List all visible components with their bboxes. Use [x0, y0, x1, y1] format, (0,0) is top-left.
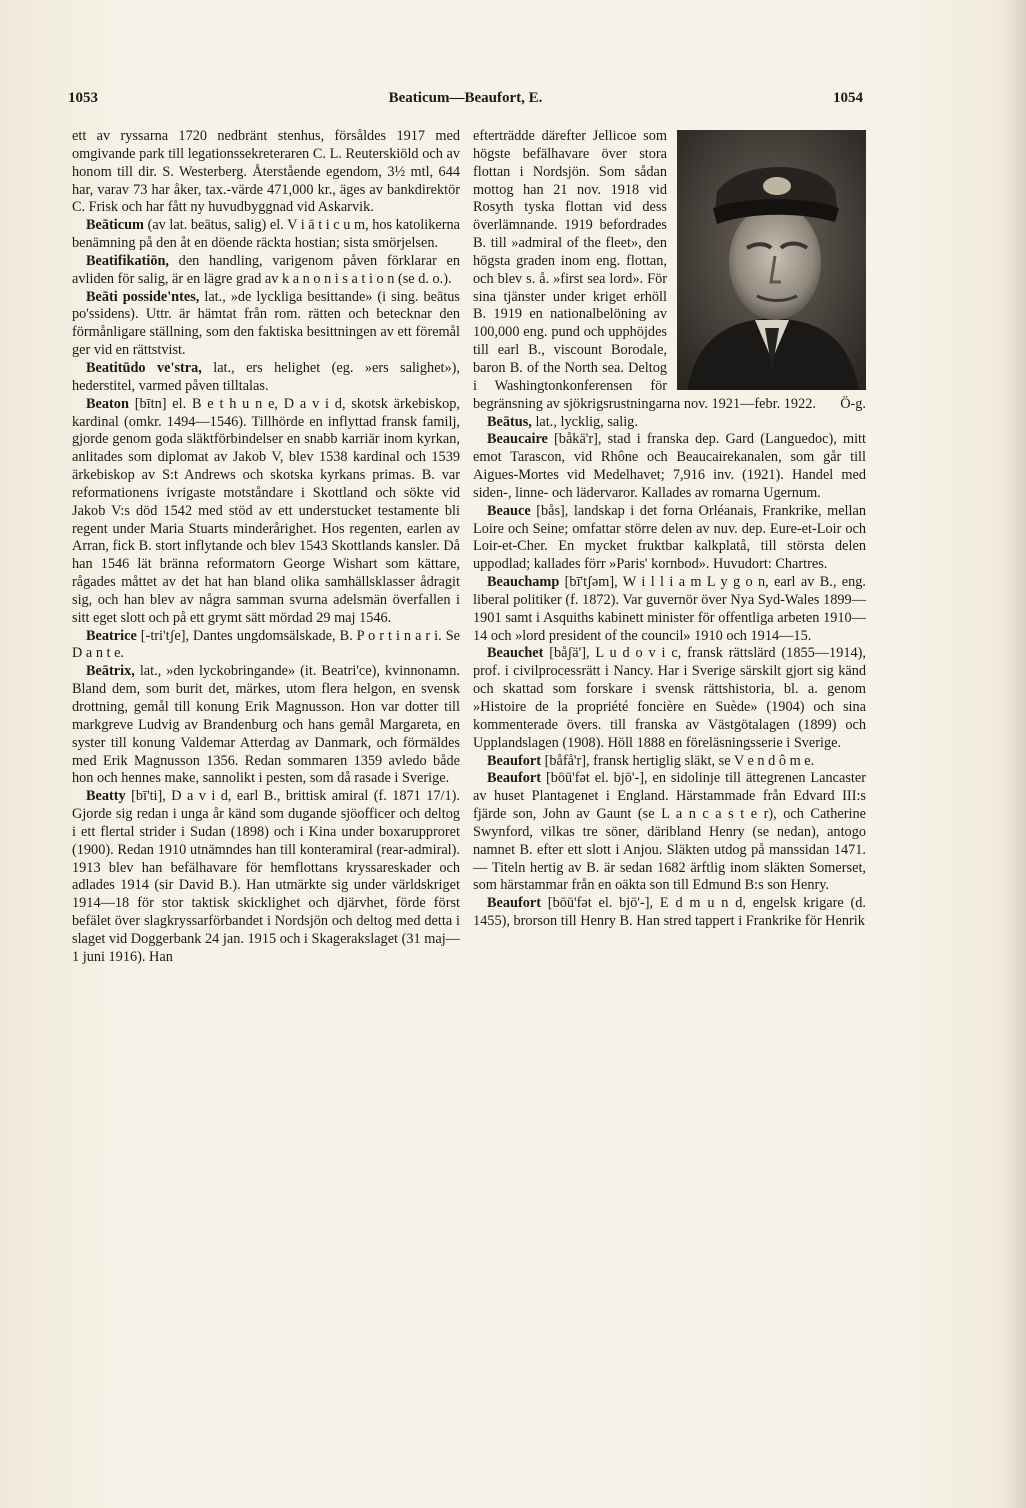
headword: Beatrice [86, 627, 137, 644]
author-signature: Ö-g. [840, 395, 866, 412]
page-number-left: 1053 [68, 90, 98, 106]
page-number-right: 1054 [833, 90, 863, 106]
entry-text: (av lat. beātus, salig) el. V i ā t i c u m, hos katolikerna benämning på den åt en döende räckta hostian; sista smörjelsen. [72, 217, 460, 252]
entry-text: lat., »de lyckliga besittande» (i sing. beātus po'ssidens). Uttr. är hämtat från rom. rätten och betecknar den förmånligare ställning, som den faktiska besittningen av ett föremål ger vid en rättstvist. [72, 288, 460, 359]
entry-text: [bōū'fət el. bjō'-], en sidolinje till ättegrenen Lancaster av huset Plantagenet i England. Härstammade från Edvard III:s fjärde son, John av Gaunt (se L a n c a s t e r), och Catherine Swynford, vilkas tre söner, däribland Henry (se nedan), antogo namnet B. efter ett slott i Anjou. Släkten utdog på manssidan 1471. — Titeln hertig av B. är sedan 1682 ärftlig inom släkten Somerset, som härstammar från en oäkta son till Edmund B:s son Henry. [473, 770, 866, 894]
entry-beaton [72, 396, 460, 628]
headword: Beatty [86, 788, 126, 805]
headword: Beatitūdo ve'stra, [86, 359, 202, 376]
entry-beauce [473, 503, 866, 574]
portrait-photo [677, 130, 866, 390]
headword: Beaufort [487, 770, 541, 787]
entry-beatitudo-vestra [72, 360, 460, 396]
entry-text: [bī'ti], D a v i d, earl B., brittisk amiral (f. 1871 17/1). Gjorde sig redan i unga år känd som dugande sjöofficer och deltog i ett flertal strider i Sudan (1898) och i Kina under boxarupproret (1900). Redan 1910 utnämndes han till konteramiral (rear-admiral). 1913 blev han befälhavare för hemflottans kryssareskader och adlades 1914 (sir David B.). Han utmärkte sig under världskriget 1914—18 för stor taktisk skicklighet och djärvhet, förde först befälet över slagkryssarförbandet i Nordsjön och deltog med detta i slaget vid Doggerbank 24 jan. 1915 och i Skagerakslaget (31 maj—1 juni 1916). Han [72, 788, 460, 965]
headword: Beatifikatiōn, [86, 252, 170, 269]
entry-text: lat., ers helighet (eg. »ers salighet»), hederstitel, varmed påven tilltalas. [72, 359, 460, 394]
entry-text: [-tri'tʃe], Dantes ungdomsälskade, B. P o r t i n a r i. Se D a n t e. [72, 627, 460, 662]
entry-beaufort-french [473, 753, 866, 771]
headword: Beātus, [487, 413, 532, 430]
entry-text: efterträdde därefter Jellicoe som högste befälhavare över stora flottan i Nordsjön. Som sådan mottog han 21 nov. 1918 vid Rosyth tyska flottan vid dess överlämnande. 1919 befordrades B. till »admiral of the fleet», den högsta graden inom eng. flottan, och blev s. å. »first sea lord». För sina tjänster under kriget erhöll B. 1919 en nationalbelöning av 100,000 eng. pund och upphöjdes till earl B., viscount Borodale, baron B. of the North sea. Deltog i Washingtonkonferensen för begränsning av sjökrigsrustningarna nov. 1921—febr. 1922. [473, 128, 816, 412]
headword: Beaufort [487, 895, 541, 912]
entry-beaufort-edmund [473, 895, 866, 931]
running-header [68, 90, 863, 112]
left-column [72, 128, 460, 967]
entry-beatus [473, 414, 866, 432]
entry-text: lat., »den lyckobringande» (it. Beatri'ce), kvinnonamn. Bland dem, som burit det, märkes, utom flera helgon, en svensk drottning, gemål till konung Erik Magnusson. Hon var dotter till markgreve Ludvig av Brandenburg och hans gemål Margareta, en syster till konung Valdemar Atterdag av Danmark, och förmäldes med Erik Magnusson 1356. Redan sommaren 1359 avledo både hon och hennes make, sannolikt i pesten, som då rasade i Sverige. [72, 663, 460, 787]
entry-beatrice [72, 628, 460, 664]
entry-beaufort-english-line [473, 770, 866, 895]
entry-beauchamp [473, 574, 866, 645]
entry-beaucaire [473, 431, 866, 502]
headword: Beāti posside'ntes, [86, 288, 200, 305]
running-title: Beaticum—Beaufort, E. [388, 90, 543, 106]
headword: Beātrix, [86, 663, 135, 680]
right-column [473, 128, 866, 931]
page-edge-shadow [1002, 0, 1026, 1508]
portrait-image [677, 130, 866, 390]
entry-text: ett av ryssarna 1720 nedbränt stenhus, försåldes 1917 med omgivande park till legationssekreteraren C. L. Reuterskiöld och av honom till dir. S. Westerberg. Återstående egendom, 3½ mtl, 644 har, varav 73 har åker, tax.-värde 471,000 kr., äges av bankdirektör C. Frisk och har fått ny huvudbyggnad vid Askarvik. [72, 128, 460, 216]
headword: Beaucaire [487, 431, 548, 448]
entry-text: [bītn] el. B e t h u n e, D a v i d, skotsk ärkebiskop, kardinal (omkr. 1494—1546). Tillhörde en inflyttad fransk familj, gjorde genom goda släktförbindelser en snabb karriär inom kyrkan, anlitades som diplomat av Jakob V, blev 1538 kardinal och 1539 ärkebiskop av S:t Andrews och skotska kyrkans primas. B. var reformationens ivrigaste motståndare i Skottland och sökte vid Jakob V:s död 1542 med stöd av ett understucket testamente bli regent under Maria Stuarts minderårighet. Hos regenten, earlen av Arran, fick B. stort inflytande och blev 1543 Skottlands kansler. Då han 1546 lät bränna reformatorn George Wishart som kättare, rågades måttet av det hat han bland olika samhällsklasser ådragit sig, och han blev av några samman svurna adelsmän överfallen i sitt eget slott och på ett grymt sätt mördad 29 maj 1546. [72, 395, 460, 626]
entry-askarvik-continued [72, 128, 460, 217]
entry-beatifikation [72, 253, 460, 289]
entry-text: den handling, varigenom påven förklarar en avliden för salig, är en lägre grad av k a n o n i s a t i o n (se d. o.). [72, 252, 460, 287]
entry-text: [bås], landskap i det forna Orléanais, Frankrike, mellan Loire och Seine; omfattar större delen av nuv. dep. Eure-et-Loir och Loir-et-Cher. En mycket fruktbar kalkplatå, till största delen uppodlad; kallades förr »Paris' kornbod». Huvudort: Chartres. [473, 502, 866, 573]
entry-beatty [72, 788, 460, 966]
entry-text: [båkä'r], stad i franska dep. Gard (Languedoc), mitt emot Tarascon, vid Rhône och Beaucairekanalen, som går till Aigues-Mortes vid Medelhavet; 7,916 inv. (1921). Handel med siden-, linne- och lädervaror. Kallades av romarna Ugernum. [473, 431, 866, 501]
entry-text: [båfå'r], fransk hertiglig släkt, se V e n d ô m e. [541, 752, 815, 769]
entry-text: [båʃä'], L u d o v i c, fransk rättslärd (1855—1914), prof. i civilprocessrätt i Nancy. Har i Sverige särskilt gjort sig känd och skattad som forskare i svensk rättshistoria, bl. a. genom »Histoire de la propriété foncière en Suède» (1904) och sina kommenterade övers. till franska av Västgötalagen (1899) och Upplandslagen (1908). Höll 1888 en föreläsningsserie i Sverige. [473, 645, 866, 751]
headword: Beaton [86, 395, 129, 412]
entry-beaticum [72, 217, 460, 253]
entry-beati-possidentes [72, 289, 460, 360]
headword: Beauchamp [487, 574, 560, 591]
entry-text: [bōū'fət el. bjō'-], E d m u n d, engelsk krigare (d. 1455), brorson till Henry B. Han stred tappert i Frankrike för Henrik [473, 895, 866, 930]
headword: Beauchet [487, 645, 544, 662]
headword: Beauce [487, 502, 531, 519]
entry-beauchet [473, 645, 866, 752]
entry-text: [bī'tʃəm], W i l l i a m L y g o n, earl av B., eng. liberal politiker (f. 1872). Var guvernör över Nya Syd-Wales 1899—1901 samt i Asquiths kabinett minister för offentliga arbeten 1910—14 och »lord president of the council» 1910 och 1914—15. [473, 574, 866, 644]
entry-text: lat., lycklig, salig. [531, 413, 638, 430]
headword: Beaufort [487, 752, 541, 769]
entry-beatrix [72, 663, 460, 788]
headword: Beāticum [86, 217, 144, 234]
